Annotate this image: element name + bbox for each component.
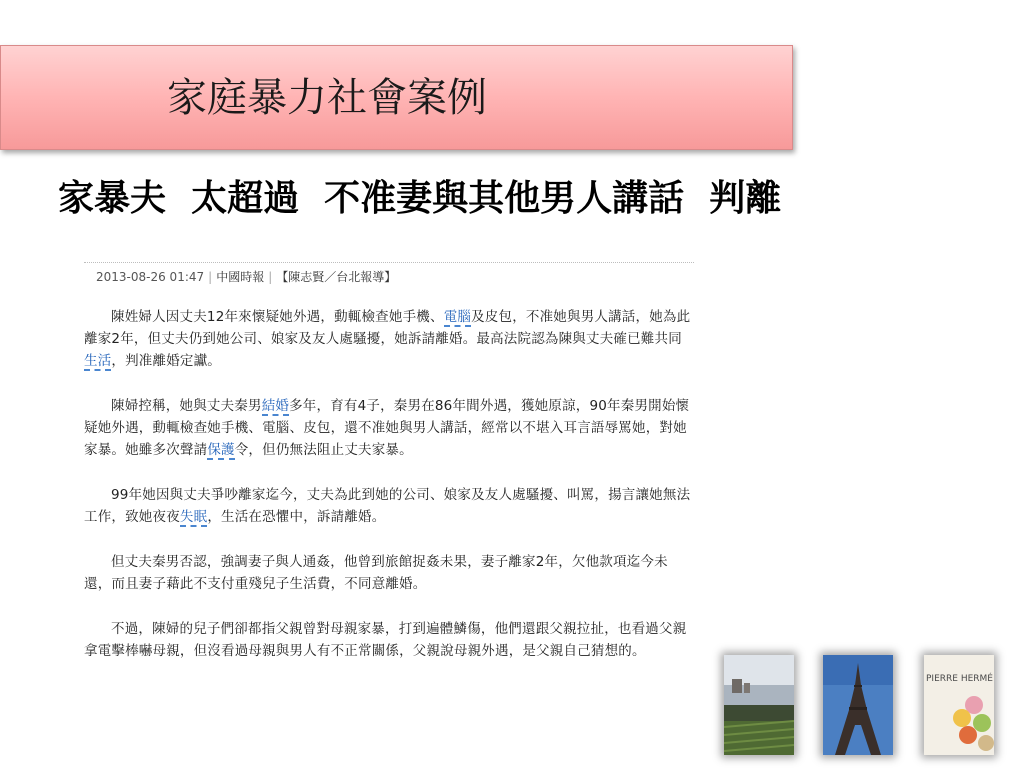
paragraph-text: 多年，育有4子，秦男在86年間外遇，獲她原諒，90年秦男開始懷疑她外遇，動輒檢查她手機、電腦、皮包，還不准她與男人講話，經常以不堪入耳言語辱罵她，對她家暴。她雖多次聲請 xyxy=(84,398,690,458)
thumbnail-castle-photo xyxy=(724,655,794,755)
paragraph-text: 陳姓婦人因丈夫12年來懷疑她外遇，動輒檢查她手機、 xyxy=(111,309,444,325)
slide-title: 家庭暴力社會案例 xyxy=(167,75,487,121)
article-reporter: 【陳志賢／台北報導】 xyxy=(276,270,397,284)
keyword-link[interactable]: 電腦 xyxy=(443,309,472,325)
paragraph-text: ，生活在恐懼中，訴請離婚。 xyxy=(207,509,386,525)
headline: 家暴夫 太超過 不准妻與其他男人講話 判離 xyxy=(58,177,782,219)
paragraph-text: 陳婦控稱，她與丈夫秦男 xyxy=(111,398,262,414)
paragraph-text: 不過，陳婦的兒子們卻都指父親曾對母親家暴，打到遍體鱗傷，他們還跟父親拉扯，也看過父親拿電擊棒嚇母親，但沒看過母親與男人有不正常關係，父親說母親外遇，是父親自己猜想的。 xyxy=(84,621,687,659)
paragraph-text: ，判准離婚定讞。 xyxy=(111,353,222,369)
title-banner xyxy=(0,45,793,150)
article-date: 2013-08-26 01:47 xyxy=(96,270,205,284)
meta-separator: | xyxy=(208,270,213,284)
article-clipping xyxy=(84,262,694,662)
thumbnail-eiffel-photo xyxy=(823,655,893,755)
paragraph-text: 但丈夫秦男否認，強調妻子與人通姦，他曾到旅館捉姦未果，妻子離家2年，欠他款項迄今未還，而且妻子藉此不支付重殘兒子生活費，不同意離婚。 xyxy=(84,554,668,592)
keyword-link[interactable]: 失眠 xyxy=(179,509,208,525)
dotted-divider xyxy=(84,262,694,263)
meta-separator: | xyxy=(268,270,273,284)
article-paragraph xyxy=(84,484,694,528)
paragraph-text: 令，但仍無法阻止丈夫家暴。 xyxy=(234,442,413,458)
keyword-link[interactable]: 保護 xyxy=(207,442,235,458)
article-body xyxy=(84,306,694,662)
thumbnail-macaron-photo xyxy=(924,655,994,755)
article-paragraph xyxy=(84,618,694,662)
article-paragraph xyxy=(84,306,694,372)
keyword-link[interactable]: 生活 xyxy=(84,353,112,369)
paragraph-text: 99年她因與丈夫爭吵離家迄今，丈夫為此到她的公司、娘家及友人處騷擾、叫罵，揚言讓她無法工作，致她夜夜 xyxy=(84,487,691,525)
article-source: 中國時報 xyxy=(216,270,265,284)
thumbnail-brand-text: PIERRE HERMÉ xyxy=(926,674,993,684)
article-paragraph xyxy=(84,551,694,595)
article-paragraph xyxy=(84,395,694,461)
paragraph-text: 及皮包，不准她與男人講話，她為此離家2年，但丈夫仍到她公司、娘家及友人處騷擾，她訴請離婚。最高法院認為陳與丈夫確已難共同 xyxy=(84,309,691,347)
keyword-link[interactable]: 結婚 xyxy=(261,398,290,414)
article-meta xyxy=(96,268,694,285)
